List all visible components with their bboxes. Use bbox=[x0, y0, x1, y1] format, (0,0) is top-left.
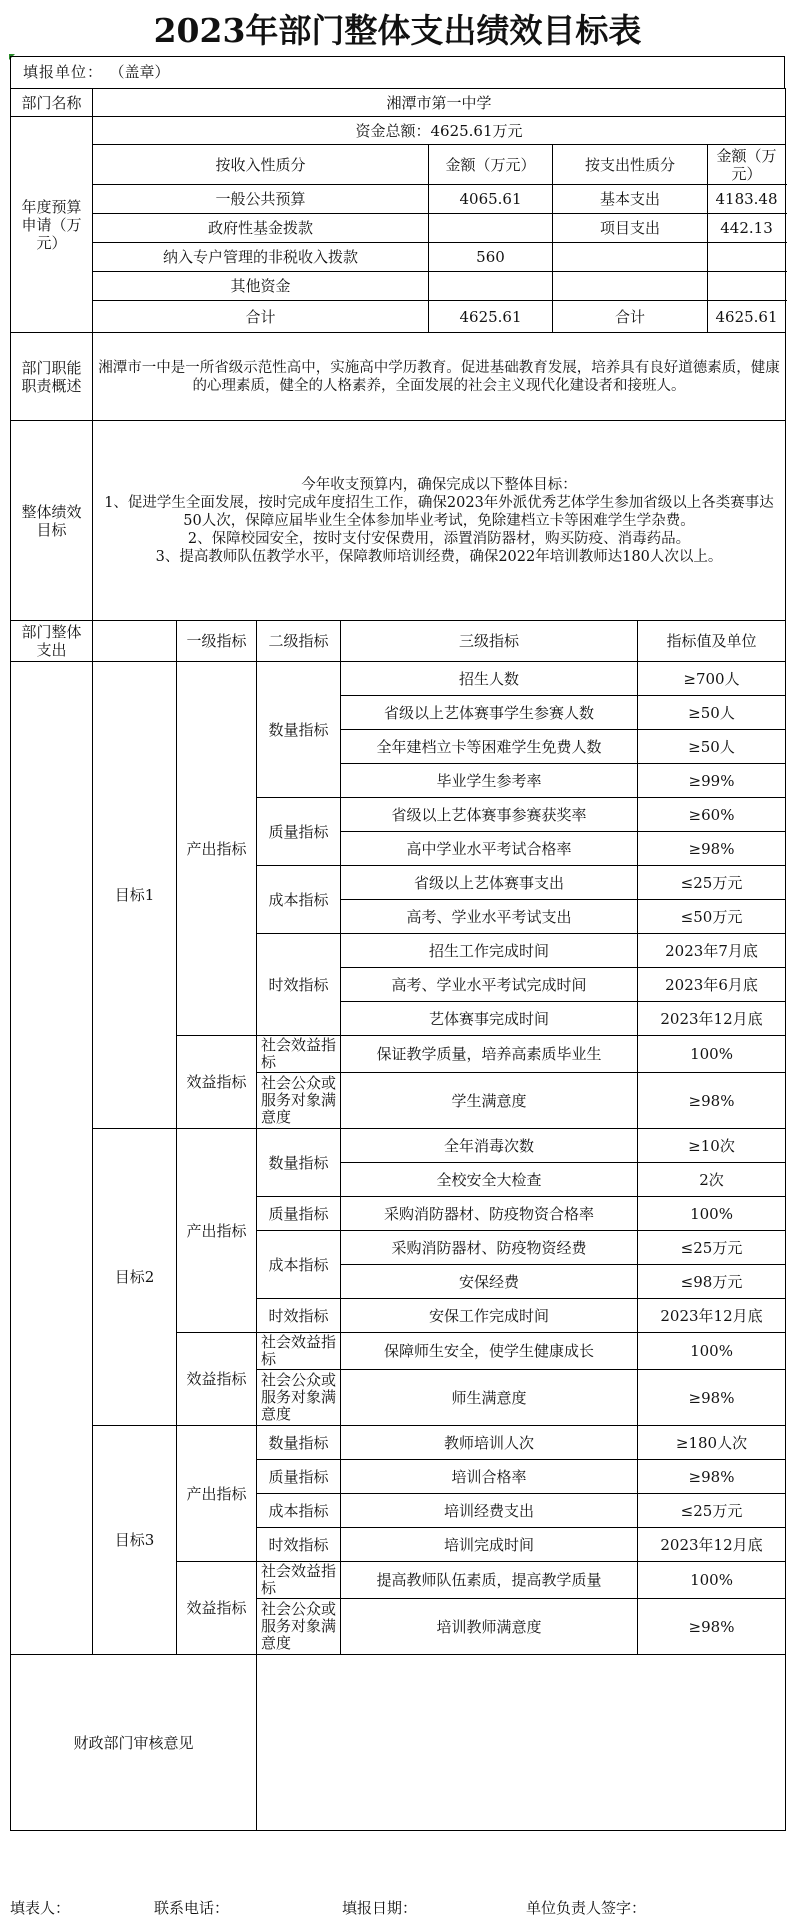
level3-cell: 安保工作完成时间 bbox=[341, 1299, 638, 1333]
expense-type: 合计 bbox=[553, 301, 708, 333]
level3-cell: 培训完成时间 bbox=[341, 1528, 638, 1562]
level3-cell: 招生人数 bbox=[341, 662, 638, 696]
target-name: 目标1 bbox=[93, 662, 177, 1129]
value-cell: 2023年12月底 bbox=[638, 1299, 786, 1333]
indicators-label: 部门整体支出 bbox=[11, 621, 93, 662]
expense-header: 按支出性质分 bbox=[553, 145, 708, 185]
budget-row bbox=[11, 185, 786, 214]
goal-line: 3、提高教师队伍教学水平，保障教师培训经费，确保2022年培训教师达180人次以上。 bbox=[155, 548, 723, 565]
level2-cell: 社会公众或服务对象满意度 bbox=[257, 1370, 341, 1426]
value-cell: ≥98% bbox=[638, 1460, 786, 1494]
budget-total: 资金总额：4625.61万元 bbox=[93, 117, 786, 145]
value-cell: ≤25万元 bbox=[638, 1494, 786, 1528]
level1-benefit: 效益指标 bbox=[177, 1562, 257, 1655]
duty-text: 湘潭市一中是一所省级示范性高中，实施高中学历教育。促进基础教育发展，培养具有良好道德素质，健康的心理素质，健全的人格素养，全面发展的社会主义现代化建设者和接班人。 bbox=[93, 333, 786, 421]
budget-header-row bbox=[11, 145, 786, 185]
level1-benefit: 效益指标 bbox=[177, 1036, 257, 1129]
value-cell: ≥180人次 bbox=[638, 1426, 786, 1460]
value-cell: ≥10次 bbox=[638, 1129, 786, 1163]
value-cell: 2023年6月底 bbox=[638, 968, 786, 1002]
level3-cell: 全校安全大检查 bbox=[341, 1163, 638, 1197]
level3-cell: 培训教师满意度 bbox=[341, 1599, 638, 1655]
value-cell: 100% bbox=[638, 1562, 786, 1599]
goal-line: 今年收支预算内，确保完成以下整体目标： bbox=[301, 476, 577, 493]
value-cell: ≤50万元 bbox=[638, 900, 786, 934]
fill-unit-row bbox=[10, 56, 785, 88]
income-amount bbox=[429, 214, 553, 243]
level2-cell: 成本指标 bbox=[257, 1494, 341, 1528]
dept-row bbox=[11, 89, 786, 117]
income-amount: 560 bbox=[429, 243, 553, 272]
budget-label: 年度预算申请（万元） bbox=[11, 117, 93, 333]
value-cell: ≥98% bbox=[638, 832, 786, 866]
indicator-row bbox=[11, 662, 786, 696]
fill-unit-value: （盖章） bbox=[117, 63, 170, 81]
level2-cell: 社会效益指标 bbox=[257, 1036, 341, 1073]
value-cell: 2023年12月底 bbox=[638, 1528, 786, 1562]
budget-row bbox=[11, 214, 786, 243]
value-cell: ≤98万元 bbox=[638, 1265, 786, 1299]
expense-amount bbox=[708, 272, 786, 301]
value-cell: ≥99% bbox=[638, 764, 786, 798]
budget-total-sum-row bbox=[11, 301, 786, 333]
level1-output: 产出指标 bbox=[177, 1129, 257, 1333]
level3-cell: 高考、学业水平考试支出 bbox=[341, 900, 638, 934]
value-cell: ≥98% bbox=[638, 1073, 786, 1129]
level2-header: 二级指标 bbox=[257, 621, 341, 662]
footer bbox=[10, 1895, 785, 1922]
level2-cell: 社会公众或服务对象满意度 bbox=[257, 1599, 341, 1655]
level3-cell: 省级以上艺体赛事支出 bbox=[341, 866, 638, 900]
level3-cell: 培训合格率 bbox=[341, 1460, 638, 1494]
level3-cell: 毕业学生参考率 bbox=[341, 764, 638, 798]
level1-header: 一级指标 bbox=[177, 621, 257, 662]
value-cell: 100% bbox=[638, 1036, 786, 1073]
value-cell: ≥98% bbox=[638, 1370, 786, 1426]
level3-cell: 艺体赛事完成时间 bbox=[341, 1002, 638, 1036]
value-cell: 100% bbox=[638, 1197, 786, 1231]
level3-cell: 提高教师队伍素质，提高教学质量 bbox=[341, 1562, 638, 1599]
target-name: 目标2 bbox=[93, 1129, 177, 1426]
level2-cell: 质量指标 bbox=[257, 1460, 341, 1494]
expense-type: 基本支出 bbox=[553, 185, 708, 214]
dept-value: 湘潭市第一中学 bbox=[93, 89, 786, 117]
value-cell: ≥60% bbox=[638, 798, 786, 832]
goal-text bbox=[93, 421, 786, 621]
income-amount bbox=[429, 272, 553, 301]
performance-table bbox=[10, 88, 786, 1831]
expense-type bbox=[553, 272, 708, 301]
level3-cell: 省级以上艺体赛事参赛获奖率 bbox=[341, 798, 638, 832]
level2-cell: 时效指标 bbox=[257, 1528, 341, 1562]
level3-cell: 采购消防器材、防疫物资经费 bbox=[341, 1231, 638, 1265]
target-name: 目标3 bbox=[93, 1426, 177, 1655]
value-cell: ≥700人 bbox=[638, 662, 786, 696]
duty-row bbox=[11, 333, 786, 421]
level2-cell: 数量指标 bbox=[257, 662, 341, 798]
level2-cell: 成本指标 bbox=[257, 866, 341, 934]
review-row bbox=[11, 1655, 786, 1831]
value-cell: 100% bbox=[638, 1333, 786, 1370]
date-label: 填报日期： bbox=[342, 1899, 418, 1917]
income-amount-header: 金额（万元） bbox=[429, 145, 553, 185]
value-cell: 2023年12月底 bbox=[638, 1002, 786, 1036]
income-type: 其他资金 bbox=[93, 272, 429, 301]
level3-cell: 教师培训人次 bbox=[341, 1426, 638, 1460]
income-amount: 4625.61 bbox=[429, 301, 553, 333]
sign-label: 单位负责人签字： bbox=[526, 1899, 647, 1917]
expense-type bbox=[553, 243, 708, 272]
level2-cell: 社会效益指标 bbox=[257, 1562, 341, 1599]
level1-output: 产出指标 bbox=[177, 1426, 257, 1562]
income-header: 按收入性质分 bbox=[93, 145, 429, 185]
value-cell: ≤25万元 bbox=[638, 866, 786, 900]
level3-cell: 培训经费支出 bbox=[341, 1494, 638, 1528]
expense-type: 项目支出 bbox=[553, 214, 708, 243]
income-amount: 4065.61 bbox=[429, 185, 553, 214]
level2-cell: 数量指标 bbox=[257, 1129, 341, 1197]
level3-cell: 全年建档立卡等困难学生免费人数 bbox=[341, 730, 638, 764]
level3-cell: 省级以上艺体赛事学生参赛人数 bbox=[341, 696, 638, 730]
dept-label: 部门名称 bbox=[11, 89, 93, 117]
level2-cell: 质量指标 bbox=[257, 1197, 341, 1231]
filler-label: 填表人： bbox=[10, 1899, 71, 1917]
level2-cell: 质量指标 bbox=[257, 798, 341, 866]
indicator-header-row bbox=[11, 621, 786, 662]
level3-cell: 全年消毒次数 bbox=[341, 1129, 638, 1163]
level3-cell: 保障师生安全，使学生健康成长 bbox=[341, 1333, 638, 1370]
phone-label: 联系电话： bbox=[154, 1899, 230, 1917]
income-type: 纳入专户管理的非税收入拨款 bbox=[93, 243, 429, 272]
income-type: 合计 bbox=[93, 301, 429, 333]
budget-row bbox=[11, 272, 786, 301]
review-label: 财政部门审核意见 bbox=[11, 1655, 257, 1831]
level1-output: 产出指标 bbox=[177, 662, 257, 1036]
indicator-row bbox=[11, 1129, 786, 1163]
duty-label: 部门职能职责概述 bbox=[11, 333, 93, 421]
level2-cell: 时效指标 bbox=[257, 934, 341, 1036]
blank-cell bbox=[93, 621, 177, 662]
budget-row bbox=[11, 243, 786, 272]
page-title: 2023年部门整体支出绩效目标表 bbox=[153, 11, 642, 50]
expense-amount-header: 金额（万元） bbox=[708, 145, 786, 185]
indicator-row bbox=[11, 1426, 786, 1460]
value-cell: ≥50人 bbox=[638, 730, 786, 764]
level2-cell: 数量指标 bbox=[257, 1426, 341, 1460]
expense-amount: 4625.61 bbox=[708, 301, 786, 333]
level3-cell: 师生满意度 bbox=[341, 1370, 638, 1426]
expense-amount bbox=[708, 243, 786, 272]
value-cell: ≥50人 bbox=[638, 696, 786, 730]
value-header: 指标值及单位 bbox=[638, 621, 786, 662]
value-cell: ≥98% bbox=[638, 1599, 786, 1655]
goal-label: 整体绩效目标 bbox=[11, 421, 93, 621]
income-type: 政府性基金拨款 bbox=[93, 214, 429, 243]
level2-cell: 成本指标 bbox=[257, 1231, 341, 1299]
expense-amount: 4183.48 bbox=[708, 185, 786, 214]
expense-amount: 442.13 bbox=[708, 214, 786, 243]
level3-cell: 高考、学业水平考试完成时间 bbox=[341, 968, 638, 1002]
budget-total-row bbox=[11, 117, 786, 145]
level3-cell: 安保经费 bbox=[341, 1265, 638, 1299]
level2-cell: 社会公众或服务对象满意度 bbox=[257, 1073, 341, 1129]
goal-line: 2、保障校园安全，按时支付安保费用，添置消防器材，购买防疫、消毒药品。 bbox=[187, 530, 691, 547]
level3-header: 三级指标 bbox=[341, 621, 638, 662]
fill-unit-label: 填报单位： bbox=[23, 63, 104, 81]
value-cell: ≤25万元 bbox=[638, 1231, 786, 1265]
income-type: 一般公共预算 bbox=[93, 185, 429, 214]
level3-cell: 高中学业水平考试合格率 bbox=[341, 832, 638, 866]
level3-cell: 保证教学质量，培养高素质毕业生 bbox=[341, 1036, 638, 1073]
goal-row bbox=[11, 421, 786, 621]
level3-cell: 采购消防器材、防疫物资合格率 bbox=[341, 1197, 638, 1231]
indicators-blank bbox=[11, 662, 93, 1655]
level2-cell: 社会效益指标 bbox=[257, 1333, 341, 1370]
value-cell: 2023年7月底 bbox=[638, 934, 786, 968]
level3-cell: 学生满意度 bbox=[341, 1073, 638, 1129]
value-cell: 2次 bbox=[638, 1163, 786, 1197]
level1-benefit: 效益指标 bbox=[177, 1333, 257, 1426]
level2-cell: 时效指标 bbox=[257, 1299, 341, 1333]
review-content bbox=[257, 1655, 786, 1831]
level3-cell: 招生工作完成时间 bbox=[341, 934, 638, 968]
goal-line: 1、促进学生全面发展，按时完成年度招生工作，确保2023年外派优秀艺体学生参加省级以上各类赛事达50人次，保障应届毕业生全体参加毕业考试，免除建档立卡等困难学生学杂费。 bbox=[104, 494, 774, 529]
